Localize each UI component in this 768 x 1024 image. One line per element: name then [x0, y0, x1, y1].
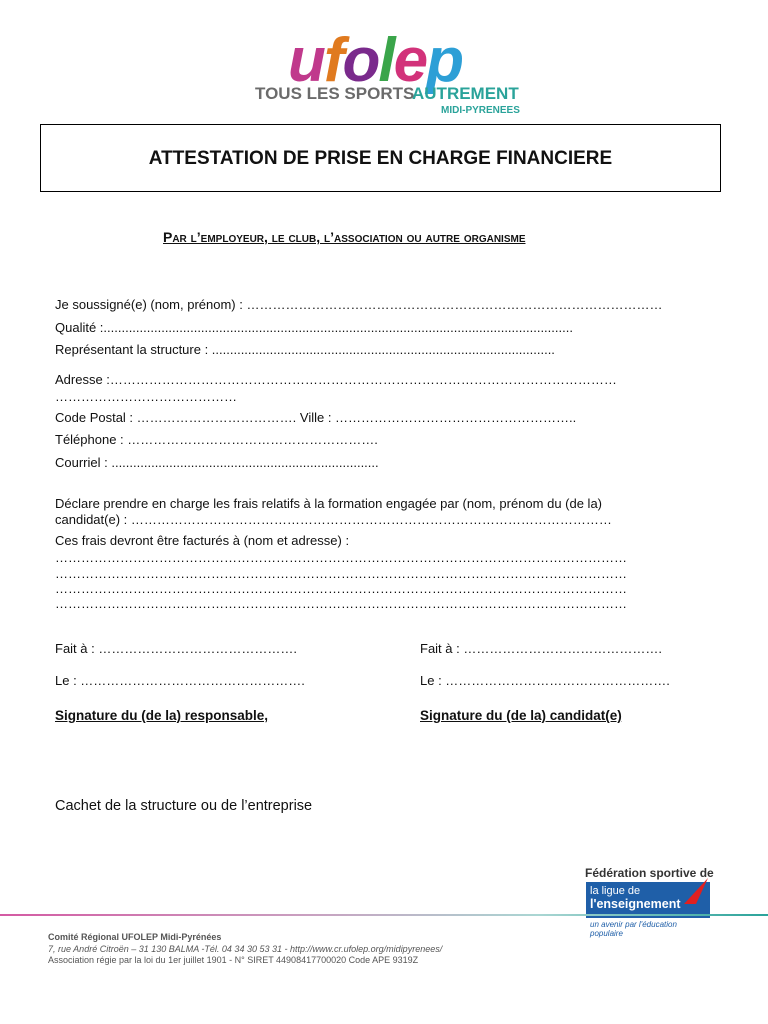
field-facturation-line[interactable]: ……………………………………………………………………………………………………………………: [55, 581, 627, 596]
ligue-arrow-icon: [682, 876, 710, 906]
footer-address: 7, rue André Citroën – 31 130 BALMA -Tél. 04 34 30 53 31 - http://www.cr.ufolep.org/midipyrenees/: [48, 944, 443, 954]
field-fait-a-candidat[interactable]: Fait à : ……………………………………….: [420, 641, 662, 656]
field-courriel[interactable]: Courriel : ..........................................................................: [55, 455, 379, 470]
federation-label: Fédération sportive de: [585, 866, 714, 880]
title-box: [40, 124, 721, 192]
logo-letter: o: [342, 26, 379, 95]
field-code-postal-ville[interactable]: Code Postal : ………………………………. Ville : ………………………………………………..: [55, 410, 577, 425]
logo-tagline-left: TOUS LES SPORTS: [255, 84, 415, 103]
ligue-tagline: un avenir par l'éducation populaire: [590, 920, 677, 938]
field-facturation-line[interactable]: ……………………………………………………………………………………………………………………: [55, 596, 627, 611]
footer-association: Association régie par la loi du 1er juillet 1901 - N° SIRET 44908417700020 Code APE 9319Z: [48, 955, 419, 965]
subtitle: Par l’employeur, le club, l’association ou autre organisme: [163, 229, 526, 245]
declare-text: Déclare prendre en charge les frais relatifs à la formation engagée par (nom, prénom du (de la): [55, 496, 603, 511]
factures-text: Ces frais devront être facturés à (nom et adresse) :: [55, 533, 350, 548]
field-facturation-line[interactable]: ……………………………………………………………………………………………………………………: [55, 566, 627, 581]
logo-region: MIDI-PYRENEES: [441, 105, 520, 116]
field-representant[interactable]: Représentant la structure : ...............................................................................................: [55, 342, 555, 357]
ligue-line1: la ligue de: [590, 885, 641, 897]
field-le-responsable[interactable]: Le : …………………………………………….: [55, 673, 305, 688]
field-le-candidat[interactable]: Le : …………………………………………….: [420, 673, 670, 688]
logo-tagline-right: AUTREMENT: [412, 84, 519, 103]
ligue-logo: [586, 882, 710, 938]
logo-letter: e: [393, 26, 427, 95]
signature-responsable-label: Signature du (de la) responsable,: [55, 708, 269, 723]
ufolep-logo: [288, 26, 462, 95]
cachet-label: Cachet de la structure ou de l’entreprise: [55, 798, 313, 814]
signature-candidat-label: Signature du (de la) candidat(e): [420, 708, 622, 723]
field-facturation-line[interactable]: ……………………………………………………………………………………………………………………: [55, 550, 627, 565]
field-qualite[interactable]: Qualité :..................................................................................................................................: [55, 320, 573, 335]
field-adresse-cont[interactable]: ……………………………………: [55, 389, 237, 404]
logo-letter: u: [288, 26, 324, 95]
logo-letter: l: [378, 26, 394, 95]
ligue-line2: l'enseignement: [590, 897, 681, 911]
field-adresse[interactable]: Adresse :………………………………………………………………………………………………………: [55, 372, 617, 387]
logo-letter: f: [323, 26, 343, 95]
footer-divider: [0, 914, 768, 916]
footer-comite: Comité Régional UFOLEP Midi-Pyrénées: [48, 932, 222, 942]
page-title: ATTESTATION DE PRISE EN CHARGE FINANCIERE: [148, 148, 613, 169]
field-fait-a-responsable[interactable]: Fait à : ……………………………………….: [55, 641, 297, 656]
field-candidat[interactable]: candidat(e) : …………………………………………………………………………………………………: [55, 512, 612, 527]
field-soussigne[interactable]: Je soussigné(e) (nom, prénom) : ……………………………………………………………………………………: [55, 297, 663, 312]
logo-letter: p: [426, 26, 462, 95]
field-telephone[interactable]: Téléphone : ………………………………………………….: [55, 432, 378, 447]
